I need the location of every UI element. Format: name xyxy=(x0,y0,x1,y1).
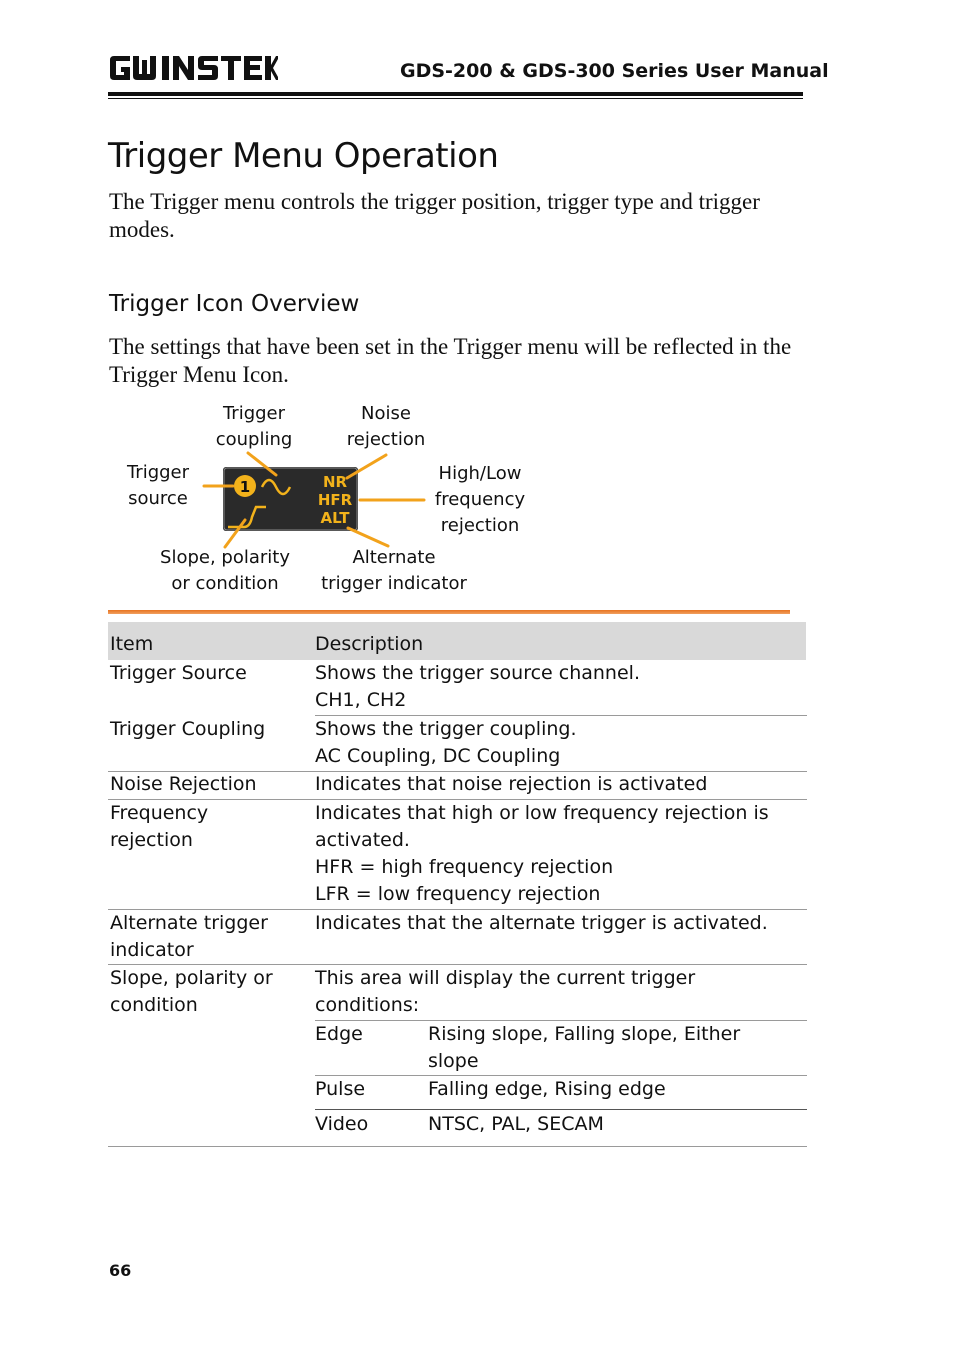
svg-text:1: 1 xyxy=(239,478,251,496)
label-trigger-coupling: Trigger coupling xyxy=(215,403,293,450)
sub-row-value: NTSC, PAL, SECAM xyxy=(428,1113,604,1135)
header-rule-thin xyxy=(108,98,803,99)
gw-instek-logo xyxy=(108,50,278,86)
table-row-item: Alternate trigger indicator xyxy=(110,912,268,961)
table-row-item: Frequency rejection xyxy=(110,802,209,851)
table-header-bg xyxy=(108,622,806,660)
manual-title: GDS-200 & GDS-300 Series User Manual xyxy=(400,60,829,82)
table-row-desc: This area will display the current trigger conditions: xyxy=(315,967,696,1016)
label-noise-rejection: Noise rejection xyxy=(346,403,426,450)
label-trigger-source: Trigger source xyxy=(126,462,190,509)
label-alternate-trigger: Alternate trigger indicator xyxy=(321,547,467,594)
page-number: 66 xyxy=(109,1261,132,1280)
table-top-rule xyxy=(108,610,790,614)
sub-row-name: Edge xyxy=(315,1023,363,1045)
alt-code: ALT xyxy=(320,509,350,527)
sub-row-name: Pulse xyxy=(315,1078,366,1100)
section-paragraph: The settings that have been set in the Trigger menu will be reflected in the Trigger Menu Icon. xyxy=(109,334,792,387)
section-title: Trigger Icon Overview xyxy=(109,291,360,317)
intro-paragraph: The Trigger menu controls the trigger position, trigger type and trigger modes. xyxy=(109,189,760,242)
table-row-item: Slope, polarity or condition xyxy=(110,967,273,1016)
label-slope-polarity: Slope, polarity or condition xyxy=(160,547,290,594)
table-row-desc: Indicates that the alternate trigger is activated. xyxy=(315,912,768,934)
sub-row-name: Video xyxy=(315,1113,369,1135)
table-header-description: Description xyxy=(315,633,424,655)
table-row-item: Trigger Coupling xyxy=(110,718,266,740)
hfr-code: HFR xyxy=(317,491,353,509)
table-row-desc: Shows the trigger source channel. CH1, CH2 xyxy=(315,662,640,711)
trigger-menu-icon-diagram xyxy=(190,445,440,555)
page-title: Trigger Menu Operation xyxy=(108,136,499,176)
table-row-desc: Shows the trigger coupling. AC Coupling, DC Coupling xyxy=(315,718,577,767)
sub-row-value: Rising slope, Falling slope, Either slope xyxy=(428,1023,741,1072)
label-high-low-frequency: High/Low frequency rejection xyxy=(434,463,526,536)
table-header-item: Item xyxy=(110,633,154,655)
table-row-item: Noise Rejection xyxy=(110,773,257,795)
nr-code: NR xyxy=(322,473,348,491)
header-rule xyxy=(108,92,803,96)
sub-row-value: Falling edge, Rising edge xyxy=(428,1078,666,1100)
table-row-desc: Indicates that high or low frequency rejection is activated. HFR = high frequency rejection LFR = low frequency rejection xyxy=(315,802,769,905)
table-row-item: Trigger Source xyxy=(110,662,247,684)
table-row-desc: Indicates that noise rejection is activated xyxy=(315,773,708,795)
